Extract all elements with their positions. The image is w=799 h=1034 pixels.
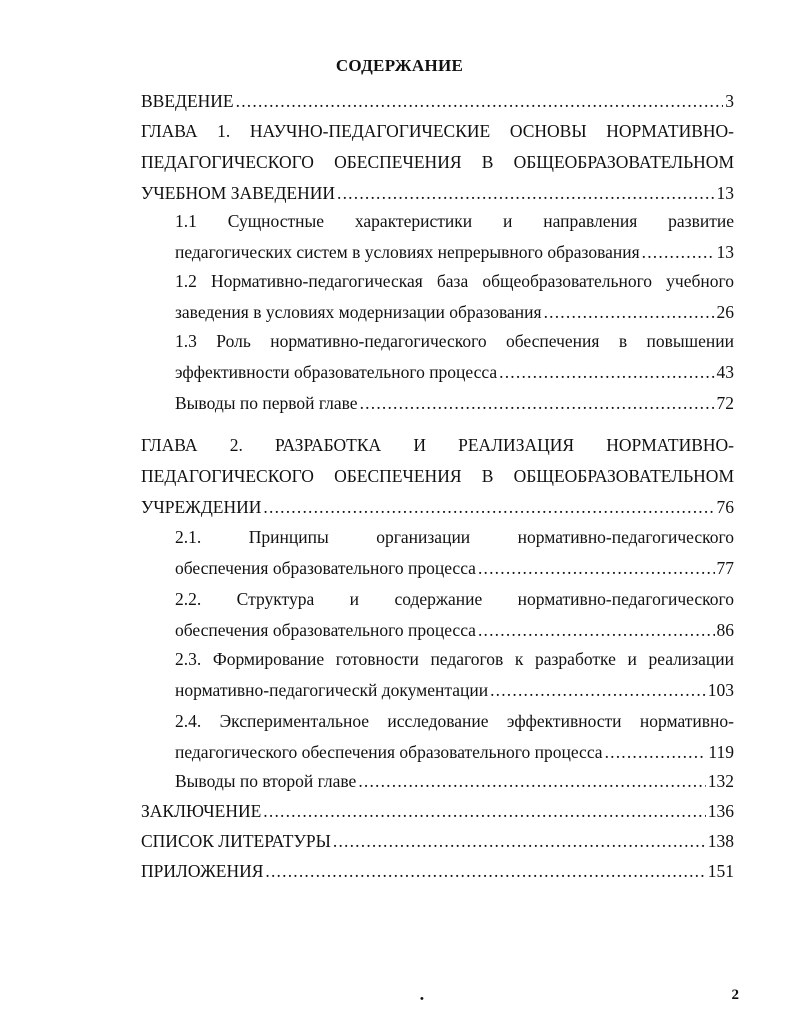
toc-entry-chapter-1[interactable] [141,116,734,209]
toc-entry-title-line: ГЛАВА 2. РАЗРАБОТКА И РЕАЛИЗАЦИЯ НОРМАТИВНО- [141,435,734,455]
toc-page-number: 136 [707,801,734,821]
toc-entry-title: Выводы по второй главе [175,771,357,791]
dot-leader [478,553,715,584]
toc-entry-title: ПРИЛОЖЕНИЯ [141,861,264,881]
toc-entry-title: ВВЕДЕНИЕ [141,91,234,111]
page-number: 2 [731,987,739,1003]
toc-entry-title-line: ГЛАВА 1. НАУЧНО-ПЕДАГОГИЧЕСКИЕ ОСНОВЫ НОРМАТИВНО- [141,121,734,141]
toc-entry-section-1-2[interactable] [175,266,734,328]
dot-leader [358,766,705,797]
toc-entry-references[interactable] [141,826,734,857]
toc-entry-title: Выводы по первой главе [175,393,358,413]
toc-entry-title-line: 2.1. Принципы организации нормативно-педагогического [175,527,734,547]
dot-leader [642,237,715,268]
toc-entry-title: обеспечения образовательного процесса [175,620,476,640]
toc-entry-title-line: 1.1 Сущностные характеристики и направления развитие [175,211,734,231]
toc-page-number: 43 [716,362,734,382]
toc-entry-title: ЗАКЛЮЧЕНИЕ [141,801,262,821]
toc-entry-title-line: 1.3 Роль нормативно-педагогического обеспечения в повышении [175,331,734,351]
toc-entry-conclusion[interactable] [141,796,734,827]
dot-leader [333,826,706,857]
toc-entry-title-line: ПЕДАГОГИЧЕСКОГО ОБЕСПЕЧЕНИЯ В ОБЩЕОБРАЗОВАТЕЛЬНОМ [141,466,734,486]
dot-leader [263,492,714,523]
page-title: СОДЕРЖАНИЕ [335,56,464,75]
dot-leader [265,856,705,887]
toc-page-number: 3 [725,91,734,111]
dot-leader [263,796,705,827]
toc-entry-title: педагогического обеспечения образовательного процесса [175,742,603,762]
toc-page-number: 26 [716,302,734,322]
toc-page-number: 76 [716,497,734,517]
toc-entry-title: нормативно-педагогическй документации [175,680,489,700]
scan-speck: • [420,993,424,1005]
toc-entry-introduction[interactable] [141,86,734,117]
dot-leader [236,86,724,117]
toc-page-number: 103 [707,680,734,700]
toc-entry-title: УЧЕБНОМ ЗАВЕДЕНИИ [141,183,336,203]
dot-leader [337,178,714,209]
toc-entry-title: УЧРЕЖДЕНИИ [141,497,262,517]
dot-leader [605,737,707,768]
dot-leader [544,297,715,328]
toc-page-number: 132 [707,771,734,791]
toc-page-number: 138 [707,831,734,851]
toc-entry-chapter-2[interactable] [141,430,734,523]
dot-leader [490,675,706,706]
toc-entry-title-line: 1.2 Нормативно-педагогическая база общеобразовательного учебного [175,271,734,291]
toc-entry-title-line: 2.4. Экспериментальное исследование эффективности нормативно- [175,711,734,731]
toc-entry-section-2-3[interactable] [175,644,734,706]
toc-page-number: 151 [707,861,734,881]
toc-entry-title: заведения в условиях модернизации образования [175,302,542,322]
dot-leader [478,615,715,646]
toc-page-number: 72 [716,393,734,413]
toc-entry-title: обеспечения образовательного процесса [175,558,476,578]
toc-entry-title-line: 2.3. Формирование готовности педагогов к разработке и реализации [175,649,734,669]
toc-page-number: 13 [716,242,734,262]
toc-entry-title-line: ПЕДАГОГИЧЕСКОГО ОБЕСПЕЧЕНИЯ В ОБЩЕОБРАЗОВАТЕЛЬНОМ [141,152,734,172]
toc-entry-conclusions-1[interactable] [175,388,734,419]
toc-page-number: 119 [708,742,734,762]
toc-entry-title-line: 2.2. Структура и содержание нормативно-педагогического [175,589,734,609]
dot-leader [499,357,714,388]
toc-entry-title: педагогических систем в условиях непрерывного образования [175,242,640,262]
dot-leader [360,388,715,419]
toc-entry-conclusions-2[interactable] [175,766,734,797]
toc-entry-section-2-2[interactable] [175,584,734,646]
toc-entry-section-2-1[interactable] [175,522,734,584]
toc-page-number: 13 [716,183,734,203]
toc-entry-section-1-1[interactable] [175,206,734,268]
toc-entry-title: эффективности образовательного процесса [175,362,498,382]
toc-entry-appendices[interactable] [141,856,734,887]
toc-page-number: 86 [716,620,734,640]
toc-page-number: 77 [716,558,734,578]
toc-entry-section-1-3[interactable] [175,326,734,388]
toc-entry-title: СПИСОК ЛИТЕРАТУРЫ [141,831,331,851]
toc-entry-section-2-4[interactable] [175,706,734,768]
